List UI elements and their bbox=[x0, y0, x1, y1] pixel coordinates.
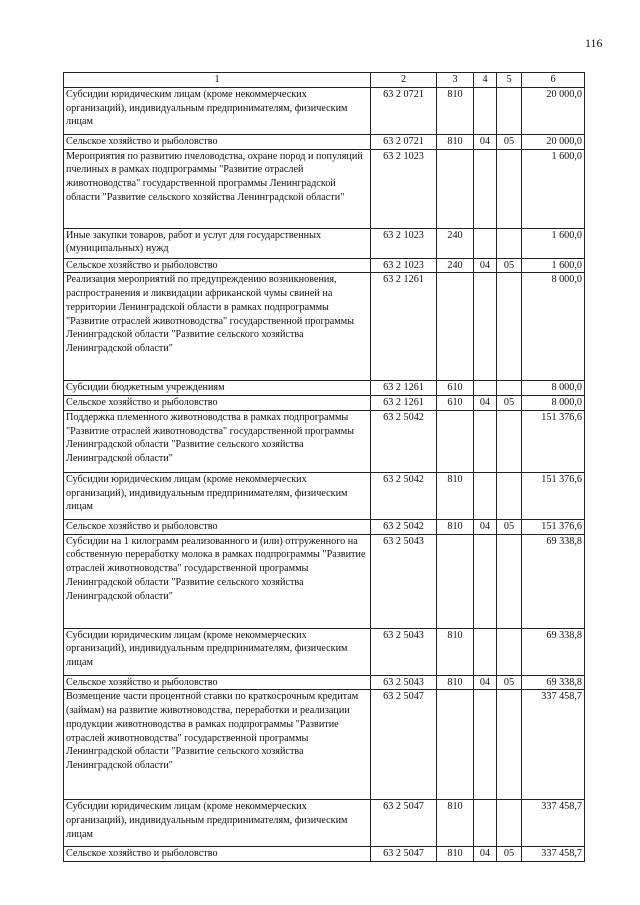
table-row bbox=[64, 410, 585, 472]
budget-table bbox=[63, 72, 585, 862]
row-section-cell: 04 bbox=[474, 519, 497, 534]
row-code-cell: 63 2 5043 bbox=[371, 628, 437, 675]
row-name-cell: Сельское хозяйство и рыболовство bbox=[64, 675, 371, 690]
row-subsection-cell bbox=[497, 690, 522, 800]
row-expense-type-cell: 810 bbox=[437, 519, 474, 534]
row-amount-cell: 20 000,0 bbox=[522, 87, 585, 134]
row-expense-type-cell: 810 bbox=[437, 87, 474, 134]
row-amount-cell: 151 376,6 bbox=[522, 519, 585, 534]
row-subsection-cell bbox=[497, 534, 522, 628]
row-code-cell: 63 2 5042 bbox=[371, 410, 437, 472]
row-amount-cell: 1 600,0 bbox=[522, 258, 585, 273]
row-name-cell: Сельское хозяйство и рыболовство bbox=[64, 258, 371, 273]
row-amount-cell: 1 600,0 bbox=[522, 228, 585, 258]
row-code-cell: 63 2 5047 bbox=[371, 800, 437, 847]
row-amount-cell: 8 000,0 bbox=[522, 273, 585, 381]
table-row bbox=[64, 258, 585, 273]
row-section-cell bbox=[474, 87, 497, 134]
column-header: 1 bbox=[64, 73, 371, 88]
row-name-cell: Субсидии юридическим лицам (кроме некоммерческих организаций), индивидуальным предпринимателям, физическим лицам bbox=[64, 628, 371, 675]
table-row bbox=[64, 628, 585, 675]
row-subsection-cell bbox=[497, 628, 522, 675]
row-code-cell: 63 2 0721 bbox=[371, 134, 437, 149]
row-section-cell: 04 bbox=[474, 847, 497, 862]
row-amount-cell: 151 376,6 bbox=[522, 410, 585, 472]
row-name-cell: Реализация мероприятий по предупреждению возникновения, распространения и ликвидации африканской чумы свиней на территории Ленинградской области в рамках подпрограммы "Развитие отраслей животноводства" государственной программы Ленинградской области "Развитие сельского хозяйства Ленинградской области" bbox=[64, 273, 371, 381]
row-expense-type-cell: 240 bbox=[437, 258, 474, 273]
row-section-cell bbox=[474, 690, 497, 800]
table-row bbox=[64, 134, 585, 149]
table-row bbox=[64, 534, 585, 628]
row-section-cell: 04 bbox=[474, 258, 497, 273]
row-name-cell: Субсидии бюджетным учреждениям bbox=[64, 381, 371, 396]
row-expense-type-cell: 810 bbox=[437, 472, 474, 519]
table-header-row bbox=[64, 73, 585, 88]
row-code-cell: 63 2 1261 bbox=[371, 381, 437, 396]
row-expense-type-cell: 610 bbox=[437, 396, 474, 411]
row-subsection-cell bbox=[497, 381, 522, 396]
row-expense-type-cell: 240 bbox=[437, 228, 474, 258]
row-subsection-cell: 05 bbox=[497, 519, 522, 534]
row-subsection-cell bbox=[497, 410, 522, 472]
row-section-cell bbox=[474, 273, 497, 381]
column-header: 4 bbox=[474, 73, 497, 88]
column-header: 5 bbox=[497, 73, 522, 88]
row-amount-cell: 69 338,8 bbox=[522, 628, 585, 675]
row-section-cell bbox=[474, 228, 497, 258]
row-subsection-cell bbox=[497, 228, 522, 258]
row-section-cell: 04 bbox=[474, 396, 497, 411]
row-code-cell: 63 2 5043 bbox=[371, 534, 437, 628]
row-code-cell: 63 2 5042 bbox=[371, 472, 437, 519]
row-name-cell: Поддержка племенного животноводства в рамках подпрограммы "Развитие отраслей животноводства" государственной программы Ленинградской области "Развитие сельского хозяйства Ленинградской области" bbox=[64, 410, 371, 472]
row-expense-type-cell: 810 bbox=[437, 675, 474, 690]
table-row bbox=[64, 675, 585, 690]
row-subsection-cell: 05 bbox=[497, 258, 522, 273]
row-expense-type-cell bbox=[437, 273, 474, 381]
row-name-cell: Мероприятия по развитию пчеловодства, охране пород и популяций пчелиных в рамках подпрограммы "Развитие отраслей животноводства" государственной программы Ленинградской области "Развитие сельского хозяйства Ленинградской области" bbox=[64, 149, 371, 228]
row-amount-cell: 337 458,7 bbox=[522, 690, 585, 800]
row-expense-type-cell bbox=[437, 410, 474, 472]
row-expense-type-cell: 810 bbox=[437, 847, 474, 862]
table-row bbox=[64, 149, 585, 228]
row-section-cell bbox=[474, 800, 497, 847]
row-amount-cell: 8 000,0 bbox=[522, 396, 585, 411]
row-code-cell: 63 2 0721 bbox=[371, 87, 437, 134]
row-expense-type-cell: 610 bbox=[437, 381, 474, 396]
row-section-cell bbox=[474, 381, 497, 396]
table-row bbox=[64, 800, 585, 847]
row-subsection-cell bbox=[497, 149, 522, 228]
table-row bbox=[64, 381, 585, 396]
row-name-cell: Субсидии юридическим лицам (кроме некоммерческих организаций), индивидуальным предпринимателям, физическим лицам bbox=[64, 87, 371, 134]
row-section-cell bbox=[474, 410, 497, 472]
row-expense-type-cell bbox=[437, 690, 474, 800]
row-section-cell bbox=[474, 472, 497, 519]
row-name-cell: Возмещение части процентной ставки по краткосрочным кредитам (займам) на развитие животноводства, переработки и реализации продукции животноводства в рамках подпрограммы "Развитие отраслей животноводства" государственной программы Ленинградской области "Развитие сельского хозяйства Ленинградской области" bbox=[64, 690, 371, 800]
table-row bbox=[64, 396, 585, 411]
row-code-cell: 63 2 1023 bbox=[371, 149, 437, 228]
table-row bbox=[64, 519, 585, 534]
row-code-cell: 63 2 1261 bbox=[371, 396, 437, 411]
row-name-cell: Сельское хозяйство и рыболовство bbox=[64, 519, 371, 534]
row-amount-cell: 337 458,7 bbox=[522, 847, 585, 862]
table-body bbox=[64, 87, 585, 861]
row-amount-cell: 20 000,0 bbox=[522, 134, 585, 149]
row-name-cell: Субсидии юридическим лицам (кроме некоммерческих организаций), индивидуальным предпринимателям, физическим лицам bbox=[64, 472, 371, 519]
page-number: 116 bbox=[585, 36, 603, 50]
row-amount-cell: 69 338,8 bbox=[522, 675, 585, 690]
row-section-cell bbox=[474, 149, 497, 228]
row-subsection-cell bbox=[497, 273, 522, 381]
row-code-cell: 63 2 5047 bbox=[371, 690, 437, 800]
row-expense-type-cell bbox=[437, 534, 474, 628]
row-expense-type-cell: 810 bbox=[437, 628, 474, 675]
row-subsection-cell: 05 bbox=[497, 675, 522, 690]
row-name-cell: Сельское хозяйство и рыболовство bbox=[64, 847, 371, 862]
row-code-cell: 63 2 5047 bbox=[371, 847, 437, 862]
row-expense-type-cell bbox=[437, 149, 474, 228]
row-name-cell: Субсидии на 1 килограмм реализованного и (или) отгруженного на собственную переработку молока в рамках подпрограммы "Развитие отраслей животноводства" государственной программы Ленинградской области "Развитие сельского хозяйства Ленинградской области" bbox=[64, 534, 371, 628]
row-section-cell: 04 bbox=[474, 134, 497, 149]
row-amount-cell: 8 000,0 bbox=[522, 381, 585, 396]
table-row bbox=[64, 472, 585, 519]
row-section-cell bbox=[474, 534, 497, 628]
row-code-cell: 63 2 1261 bbox=[371, 273, 437, 381]
row-name-cell: Иные закупки товаров, работ и услуг для государственных (муниципальных) нужд bbox=[64, 228, 371, 258]
column-header: 2 bbox=[371, 73, 437, 88]
row-code-cell: 63 2 1023 bbox=[371, 228, 437, 258]
row-name-cell: Сельское хозяйство и рыболовство bbox=[64, 396, 371, 411]
row-section-cell: 04 bbox=[474, 675, 497, 690]
table-row bbox=[64, 228, 585, 258]
row-code-cell: 63 2 5043 bbox=[371, 675, 437, 690]
row-expense-type-cell: 810 bbox=[437, 800, 474, 847]
row-subsection-cell bbox=[497, 87, 522, 134]
row-subsection-cell: 05 bbox=[497, 847, 522, 862]
row-code-cell: 63 2 1023 bbox=[371, 258, 437, 273]
table-row bbox=[64, 273, 585, 381]
row-subsection-cell: 05 bbox=[497, 396, 522, 411]
row-amount-cell: 337 458,7 bbox=[522, 800, 585, 847]
row-amount-cell: 1 600,0 bbox=[522, 149, 585, 228]
row-amount-cell: 69 338,8 bbox=[522, 534, 585, 628]
row-name-cell: Субсидии юридическим лицам (кроме некоммерческих организаций), индивидуальным предпринимателям, физическим лицам bbox=[64, 800, 371, 847]
table-row bbox=[64, 847, 585, 862]
column-header: 6 bbox=[522, 73, 585, 88]
row-name-cell: Сельское хозяйство и рыболовство bbox=[64, 134, 371, 149]
row-subsection-cell: 05 bbox=[497, 134, 522, 149]
column-header: 3 bbox=[437, 73, 474, 88]
row-subsection-cell bbox=[497, 800, 522, 847]
table-row bbox=[64, 690, 585, 800]
row-amount-cell: 151 376,6 bbox=[522, 472, 585, 519]
table-row bbox=[64, 87, 585, 134]
row-subsection-cell bbox=[497, 472, 522, 519]
row-expense-type-cell: 810 bbox=[437, 134, 474, 149]
row-code-cell: 63 2 5042 bbox=[371, 519, 437, 534]
row-section-cell bbox=[474, 628, 497, 675]
